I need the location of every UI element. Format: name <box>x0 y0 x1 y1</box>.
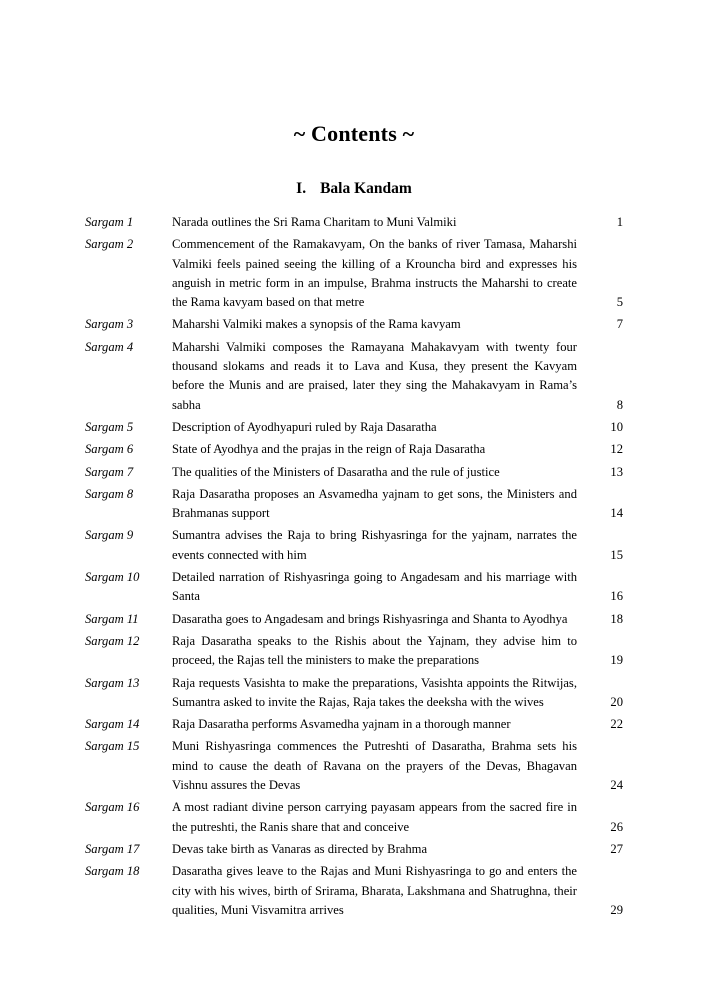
toc-entry[interactable] <box>85 715 623 734</box>
toc-entry-description: A most radiant divine person carrying payasam appears from the sacred fire in the putreshti, the Ranis share that and conceive <box>172 800 577 834</box>
toc-entry-label: Sargam 12 <box>85 633 140 648</box>
toc-entry-label: Sargam 8 <box>85 486 134 501</box>
toc-entry-page-number: 8 <box>616 397 623 412</box>
toc-entry-label: Sargam 2 <box>85 237 134 252</box>
toc-entry-label: Sargam 4 <box>85 339 134 354</box>
toc-entry-description: The qualities of the Ministers of Dasaratha and the rule of justice <box>172 464 500 479</box>
toc-entry[interactable] <box>85 315 623 334</box>
toc-entry[interactable] <box>85 674 623 713</box>
toc-entry-page-number: 7 <box>616 317 623 332</box>
toc-entry-page-number: 26 <box>610 819 623 834</box>
toc-entry-page-number: 24 <box>610 778 623 793</box>
toc-entry-page-number: 15 <box>610 547 623 562</box>
toc-entry[interactable] <box>85 485 623 524</box>
toc-entry[interactable] <box>85 418 623 437</box>
toc-entry[interactable] <box>85 610 623 629</box>
toc-entry[interactable] <box>85 798 623 837</box>
toc-entry-page-number: 14 <box>610 506 623 521</box>
toc-entry-page-number: 19 <box>610 653 623 668</box>
section-name: Bala Kandam <box>320 180 412 197</box>
toc-entry-label: Sargam 6 <box>85 442 134 457</box>
toc-entry-description: Dasaratha gives leave to the Rajas and Muni Rishyasringa to go and enters the city with his wives, birth of Srirama, Bharata, Lakshmana and Shatrughna, their qualities, Muni Visvamitra arrives <box>172 864 577 917</box>
section-number: I. <box>296 180 307 197</box>
section-heading <box>0 180 708 198</box>
toc-entry-page-number: 22 <box>610 717 623 732</box>
toc-entry-description: Devas take birth as Vanaras as directed by Brahma <box>172 841 428 856</box>
toc-entry-page-number: 29 <box>610 902 623 917</box>
toc-entry-page-number: 16 <box>610 589 623 604</box>
toc-entry[interactable] <box>85 737 623 795</box>
toc-entry-page-number: 13 <box>610 464 623 479</box>
toc-entry-label: Sargam 3 <box>85 317 134 332</box>
toc-entry-label: Sargam 9 <box>85 528 134 543</box>
toc-entry[interactable] <box>85 840 623 859</box>
toc-entry-page-number: 27 <box>610 841 623 856</box>
toc-entry-label: Sargam 10 <box>85 570 140 585</box>
toc-entry-label: Sargam 16 <box>85 800 140 815</box>
toc-entry-description: Detailed narration of Rishyasringa going to Angadesam and his marriage with Santa <box>172 570 577 604</box>
toc-entry-description: Muni Rishyasringa commences the Putreshti of Dasaratha, Brahma sets his mind to cause the death of Ravana on the prayers of the Devas, Bhagavan Vishnu assures the Devas <box>172 739 577 793</box>
toc-entry-description: Description of Ayodhyapuri ruled by Raja Dasaratha <box>172 419 437 434</box>
toc-entry-label: Sargam 15 <box>85 739 140 754</box>
toc-entry-description: Sumantra advises the Raja to bring Rishyasringa for the yajnam, narrates the events connected with him <box>172 528 577 562</box>
toc-entry-label: Sargam 11 <box>85 611 139 626</box>
toc-entry-page-number: 10 <box>610 419 623 434</box>
toc-entry-label: Sargam 1 <box>85 215 134 229</box>
toc-entry-description: Commencement of the Ramakavyam, On the banks of river Tamasa, Maharshi Valmiki feels pained seeing the killing of a Krouncha bird and expresses his anguish in metric form in an impulse, Brahma instructs the Maharshi to create the Rama kavyam based on that metre <box>172 237 577 310</box>
toc-entry-label: Sargam 13 <box>85 675 140 690</box>
toc-entry[interactable] <box>85 568 623 607</box>
toc-entry-description: Raja Dasaratha proposes an Asvamedha yajnam to get sons, the Ministers and Brahmanas support <box>172 486 577 521</box>
toc-entry[interactable] <box>85 338 623 415</box>
toc-entry-page-number: 5 <box>616 295 623 310</box>
toc-entry[interactable] <box>85 235 623 312</box>
toc-entry-description: Maharshi Valmiki composes the Ramayana Mahakavyam with twenty four thousand slokams and reads it to Lava and Kusa, they present the Kavyam before the Munis and are praised, later they sing the Mahakavyam in Rama’s sabha <box>172 339 577 412</box>
toc-entry-description: Raja Dasaratha performs Asvamedha yajnam in a thorough manner <box>172 717 511 732</box>
toc-entry-description: Dasaratha goes to Angadesam and brings Rishyasringa and Shanta to Ayodhya <box>172 611 568 626</box>
toc-entry-page-number: 1 <box>616 215 623 229</box>
toc-entry-description: Raja Dasaratha speaks to the Rishis about the Yajnam, they advise him to proceed, the Rajas tell the ministers to make the preparations <box>172 633 577 668</box>
toc-entry-page-number: 12 <box>610 442 623 457</box>
toc-entry[interactable] <box>85 213 623 232</box>
toc-entry-label: Sargam 7 <box>85 464 134 479</box>
table-of-contents <box>85 213 623 923</box>
toc-entry-label: Sargam 14 <box>85 717 140 732</box>
toc-entry-page-number: 18 <box>610 611 623 626</box>
page-title: ~ Contents ~ <box>293 121 415 146</box>
toc-entry-description: Narada outlines the Sri Rama Charitam to Muni Valmiki <box>172 215 457 229</box>
toc-entry-page-number: 20 <box>610 694 623 709</box>
toc-entry[interactable] <box>85 440 623 459</box>
toc-entry-label: Sargam 17 <box>85 841 140 856</box>
toc-entry-label: Sargam 18 <box>85 864 140 879</box>
toc-entry-description: Maharshi Valmiki makes a synopsis of the Rama kavyam <box>172 317 461 332</box>
toc-entry[interactable] <box>85 526 623 565</box>
toc-entry-label: Sargam 5 <box>85 419 134 434</box>
toc-entry[interactable] <box>85 463 623 482</box>
toc-entry[interactable] <box>85 632 623 671</box>
toc-entry[interactable] <box>85 862 623 920</box>
toc-entry-description: Raja requests Vasishta to make the preparations, Vasishta appoints the Ritwijas, Sumantra asked to invite the Rajas, Raja takes the deeksha with the wives <box>172 675 577 709</box>
toc-entry-description: State of Ayodhya and the prajas in the reign of Raja Dasaratha <box>172 442 486 457</box>
